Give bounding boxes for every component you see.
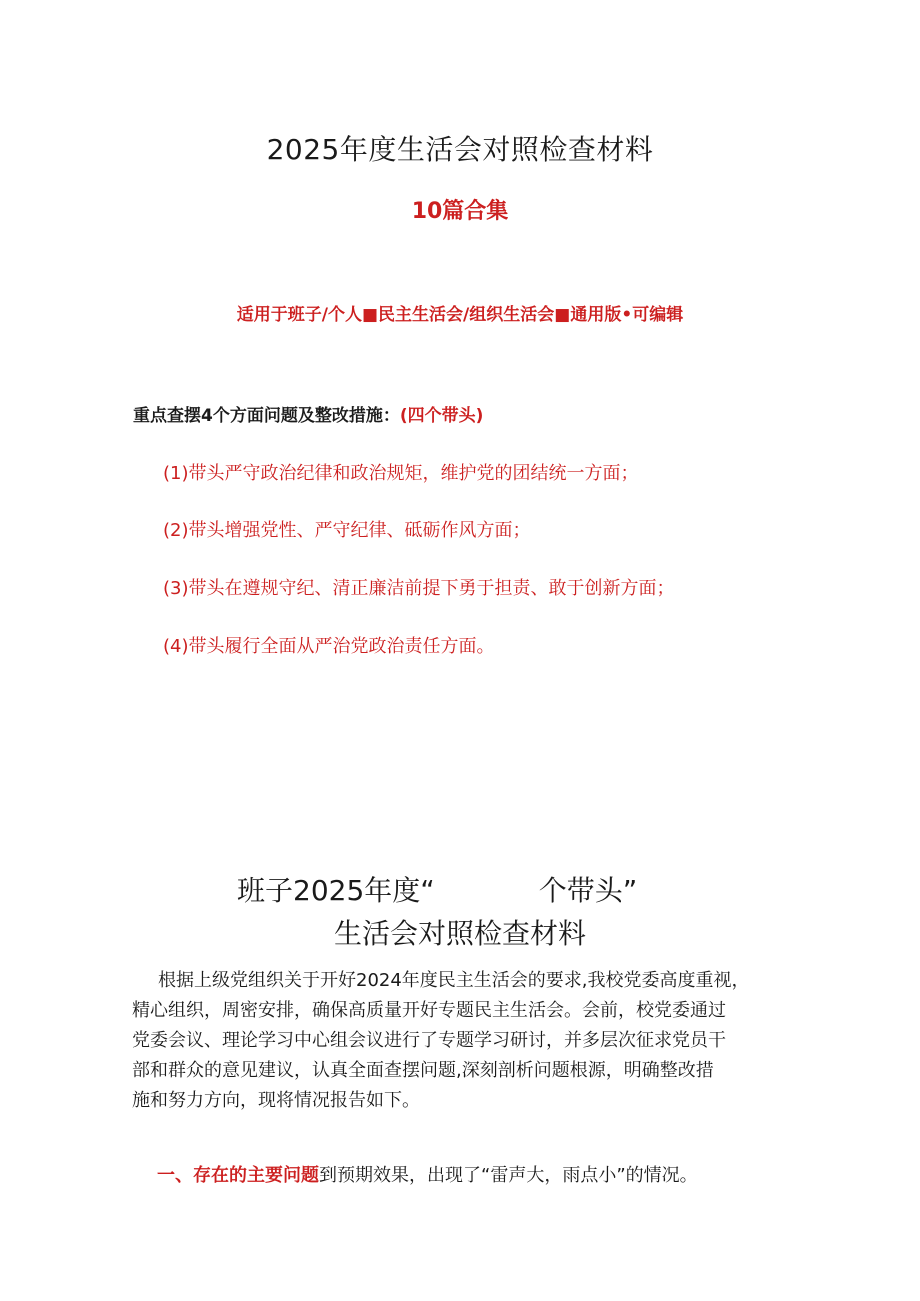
intro-line-3: 党委会议、理论学习中心组会议进行了专题学习研讨，并多层次征求党员干 [132, 1030, 726, 1051]
focus-item-2: (2)带头增强党性、严守纪律、砥砺作风方面； [163, 520, 531, 541]
intro-line-5: 施和努力方向，现将情况报告如下。 [132, 1090, 420, 1111]
document-title: 2025年度生活会对照检查材料 [266, 133, 654, 166]
section-title-part-2: 个带头” [538, 874, 638, 907]
problem-heading: 一、存在的主要问题 [157, 1165, 319, 1186]
intro-line-4: 部和群众的意见建议，认真全面查摆问题,深刻剖析问题根源，明确整改措 [132, 1060, 714, 1081]
section-title-line-2: 生活会对照检查材料 [333, 917, 586, 950]
intro-line-2: 精心组织，周密安排，确保高质量开好专题民主生活会。会前，校党委通过 [132, 1000, 726, 1021]
applicable-note: 适用于班子/个人■民主生活会/组织生活会■通用版•可编辑 [236, 305, 684, 325]
collection-subtitle: 10篇合集 [411, 199, 509, 224]
problem-text: 到预期效果，出现了“雷声大，雨点小”的情况。 [319, 1165, 698, 1186]
focus-item-1: (1)带头严守政治纪律和政治规矩，维护党的团结统一方面； [163, 463, 639, 484]
focus-item-4: (4)带头履行全面从严治党政治责任方面。 [163, 636, 495, 657]
intro-line-1: 根据上级党组织关于开好2024年度民主生活会的要求,我校党委高度重视， [158, 970, 750, 991]
problem-line [157, 1161, 698, 1187]
section-title-part-1: 班子2025年度“ [237, 874, 435, 907]
focus-item-3: (3)带头在遵规守纪、清正廉洁前提下勇于担责、敢于创新方面； [163, 578, 675, 599]
intro-paragraph [132, 966, 822, 1116]
section-title-line-1 [237, 869, 637, 909]
focus-highlight: (四个带头) [399, 406, 484, 426]
focus-label: 重点查摆4个方面问题及整改措施： [133, 406, 400, 426]
focus-heading [133, 401, 483, 426]
